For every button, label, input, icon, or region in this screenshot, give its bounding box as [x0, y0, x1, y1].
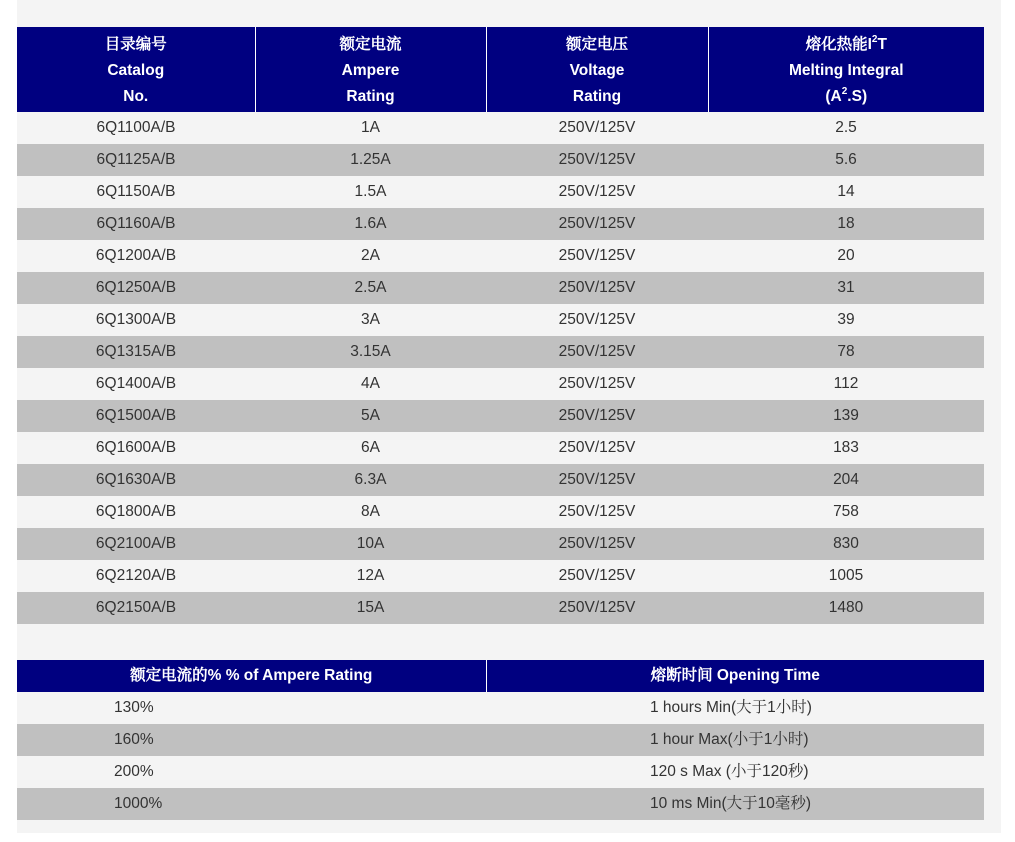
melting-cell: 183	[708, 432, 984, 464]
voltage-cell: 250V/125V	[486, 144, 708, 176]
melting-cell: 1005	[708, 560, 984, 592]
catalog-cell: 6Q1630A/B	[17, 464, 255, 496]
header-melting-integral: 熔化热能$I^2T$ Melting Integral $(A^2.S)$	[708, 27, 984, 112]
voltage-cell: 250V/125V	[486, 272, 708, 304]
ampere-cell: 2.5A	[255, 272, 486, 304]
time-header-row	[17, 660, 984, 692]
voltage-cell: 250V/125V	[486, 496, 708, 528]
header-opening-time: 熔断时间 Opening Time	[486, 660, 984, 692]
voltage-cell: 250V/125V	[486, 208, 708, 240]
catalog-cell: 6Q2120A/B	[17, 560, 255, 592]
voltage-cell: 250V/125V	[486, 528, 708, 560]
melting-cell: 39	[708, 304, 984, 336]
voltage-cell: 250V/125V	[486, 560, 708, 592]
catalog-cell: 6Q1800A/B	[17, 496, 255, 528]
table-row	[17, 496, 984, 528]
table-row	[17, 240, 984, 272]
melting-cell: 1480	[708, 592, 984, 624]
catalog-cell: 6Q1125A/B	[17, 144, 255, 176]
table-row	[17, 208, 984, 240]
melting-cell: 31	[708, 272, 984, 304]
time-table-body	[17, 692, 984, 820]
percent-cell: 1000%	[17, 788, 486, 820]
table-row	[17, 368, 984, 400]
percent-cell: 160%	[17, 724, 486, 756]
percent-cell: 200%	[17, 756, 486, 788]
spec-header-row	[17, 27, 984, 112]
voltage-cell: 250V/125V	[486, 176, 708, 208]
catalog-cell: 6Q1400A/B	[17, 368, 255, 400]
header-percent-rating: 额定电流的% % of Ampere Rating	[17, 660, 486, 692]
ampere-cell: 3A	[255, 304, 486, 336]
melting-cell: 830	[708, 528, 984, 560]
catalog-cell: 6Q1300A/B	[17, 304, 255, 336]
ampere-cell: 6.3A	[255, 464, 486, 496]
ampere-cell: 4A	[255, 368, 486, 400]
opening-time-cell: 120 s Max (小于120秒)	[486, 756, 984, 788]
melting-cell: 112	[708, 368, 984, 400]
table-row	[17, 176, 984, 208]
table-row	[17, 724, 984, 756]
table-row	[17, 112, 984, 144]
catalog-cell: 6Q1160A/B	[17, 208, 255, 240]
header-ampere-rating: 额定电流 Ampere Rating	[255, 27, 486, 112]
melting-cell: 78	[708, 336, 984, 368]
catalog-cell: 6Q1500A/B	[17, 400, 255, 432]
voltage-cell: 250V/125V	[486, 400, 708, 432]
ampere-cell: 6A	[255, 432, 486, 464]
voltage-cell: 250V/125V	[486, 240, 708, 272]
ampere-cell: 1.5A	[255, 176, 486, 208]
catalog-cell: 6Q1250A/B	[17, 272, 255, 304]
ampere-cell: 2A	[255, 240, 486, 272]
table-row	[17, 528, 984, 560]
ampere-cell: 12A	[255, 560, 486, 592]
ampere-cell: 1.25A	[255, 144, 486, 176]
melting-cell: 18	[708, 208, 984, 240]
ampere-cell: 1A	[255, 112, 486, 144]
melting-cell: 2.5	[708, 112, 984, 144]
melting-cell: 204	[708, 464, 984, 496]
catalog-cell: 6Q1200A/B	[17, 240, 255, 272]
ampere-cell: 10A	[255, 528, 486, 560]
melting-cell: 139	[708, 400, 984, 432]
table-row	[17, 272, 984, 304]
table-row	[17, 788, 984, 820]
table-row	[17, 144, 984, 176]
voltage-cell: 250V/125V	[486, 112, 708, 144]
ampere-cell: 5A	[255, 400, 486, 432]
voltage-cell: 250V/125V	[486, 592, 708, 624]
opening-time-cell: 1 hour Max(小于1小时)	[486, 724, 984, 756]
ampere-cell: 8A	[255, 496, 486, 528]
fuse-spec-table	[17, 27, 984, 624]
catalog-cell: 6Q1600A/B	[17, 432, 255, 464]
voltage-cell: 250V/125V	[486, 304, 708, 336]
catalog-cell: 6Q2100A/B	[17, 528, 255, 560]
ampere-cell: 3.15A	[255, 336, 486, 368]
spec-table-body	[17, 112, 984, 624]
voltage-cell: 250V/125V	[486, 336, 708, 368]
table-row	[17, 560, 984, 592]
table-row	[17, 692, 984, 724]
opening-time-table	[17, 660, 984, 820]
ampere-cell: 1.6A	[255, 208, 486, 240]
melting-cell: 5.6	[708, 144, 984, 176]
percent-cell: 130%	[17, 692, 486, 724]
ampere-cell: 15A	[255, 592, 486, 624]
opening-time-cell: 10 ms Min(大于10毫秒)	[486, 788, 984, 820]
table-row	[17, 592, 984, 624]
melting-cell: 758	[708, 496, 984, 528]
table-row	[17, 432, 984, 464]
melting-cell: 20	[708, 240, 984, 272]
table-row	[17, 464, 984, 496]
table-row	[17, 304, 984, 336]
opening-time-cell: 1 hours Min(大于1小时)	[486, 692, 984, 724]
catalog-cell: 6Q1100A/B	[17, 112, 255, 144]
table-row	[17, 336, 984, 368]
voltage-cell: 250V/125V	[486, 464, 708, 496]
melting-cell: 14	[708, 176, 984, 208]
table-row	[17, 756, 984, 788]
header-catalog-no: 目录编号 Catalog No.	[17, 27, 255, 112]
table-row	[17, 400, 984, 432]
catalog-cell: 6Q1150A/B	[17, 176, 255, 208]
voltage-cell: 250V/125V	[486, 432, 708, 464]
catalog-cell: 6Q2150A/B	[17, 592, 255, 624]
header-voltage-rating: 额定电压 Voltage Rating	[486, 27, 708, 112]
voltage-cell: 250V/125V	[486, 368, 708, 400]
catalog-cell: 6Q1315A/B	[17, 336, 255, 368]
